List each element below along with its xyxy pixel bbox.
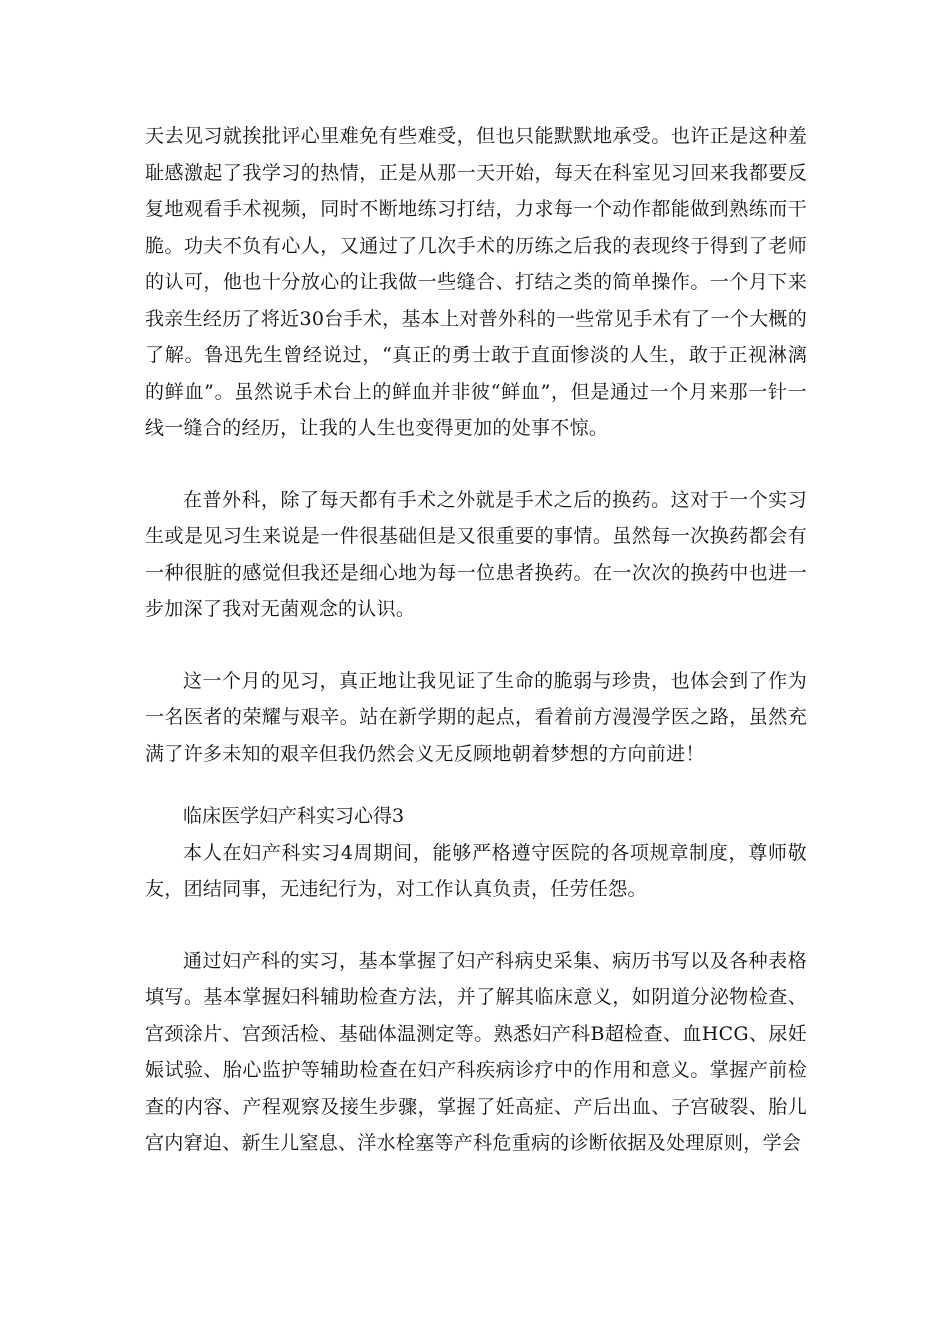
section-heading: 临床医学妇产科实习心得3: [183, 805, 405, 827]
document-body: [145, 118, 807, 1162]
paragraph-continued: 天去见习就挨批评心里难免有些难受，但也只能默默地承受。也许正是这种羞耻感激起了我学习的热情，正是从那一天开始，每天在科室见习回来我都要反复地观看手术视频，同时不断地练习打结，力求每一个动作都能做到熟练而干脆。功夫不负有心人，又通过了几次手术的历练之后我的表现终于得到了老师的认可，他也十分放心的让我做一些缝合、打结之类的简单操作。一个月下来我亲生经历了将近30台手术，基本上对普外科的一些常见手术有了一个大概的了解。鲁迅先生曾经说过，“真正的勇士敢于直面惨淡的人生，敢于正视淋漓的鲜血”。虽然说手术台上的鲜血并非彼“鲜血”，但是通过一个月来那一针一线一缝合的经历，让我的人生也变得更加的处事不惊。: [145, 125, 807, 439]
paragraph-dressing-change: 在普外科，除了每天都有手术之外就是手术之后的换药。这对于一个实习生或是见习生来说是一件很基础但是又很重要的事情。虽然每一次换药都会有一种很脏的感觉但我还是细心地为每一位患者换药。在一次次的换药中也进一步加深了我对无菌观念的认识。: [145, 488, 807, 620]
paragraph-intro: 本人在妇产科实习4周期间，能够严格遵守医院的各项规章制度，尊师敬友，团结同事，无违纪行为，对工作认真负责，任劳任怨。: [145, 841, 807, 900]
paragraph-skills: 通过妇产科的实习，基本掌握了妇产科病史采集、病历书写以及各种表格填写。基本掌握妇科辅助检查方法，并了解其临床意义，如阴道分泌物检查、宫颈涂片、宫颈活检、基础体温测定等。熟悉妇产科B超检查、血HCG、尿妊娠试验、胎心监护等辅助检查在妇产科疾病诊疗中的作用和意义。掌握产前检查的内容、产程观察及接生步骤，掌握了妊高症、产后出血、子宫破裂、胎儿宫内窘迫、新生儿窒息、洋水栓塞等产科危重病的诊断依据及处理原则，学会: [145, 949, 807, 1154]
paragraph-conclusion: 这一个月的见习，真正地让我见证了生命的脆弱与珍贵，也体会到了作为一名医者的荣耀与艰辛。站在新学期的起点，看着前方漫漫学医之路，虽然充满了许多未知的艰辛但我仍然会义无反顾地朝着梦想的方向前进！: [145, 669, 807, 765]
